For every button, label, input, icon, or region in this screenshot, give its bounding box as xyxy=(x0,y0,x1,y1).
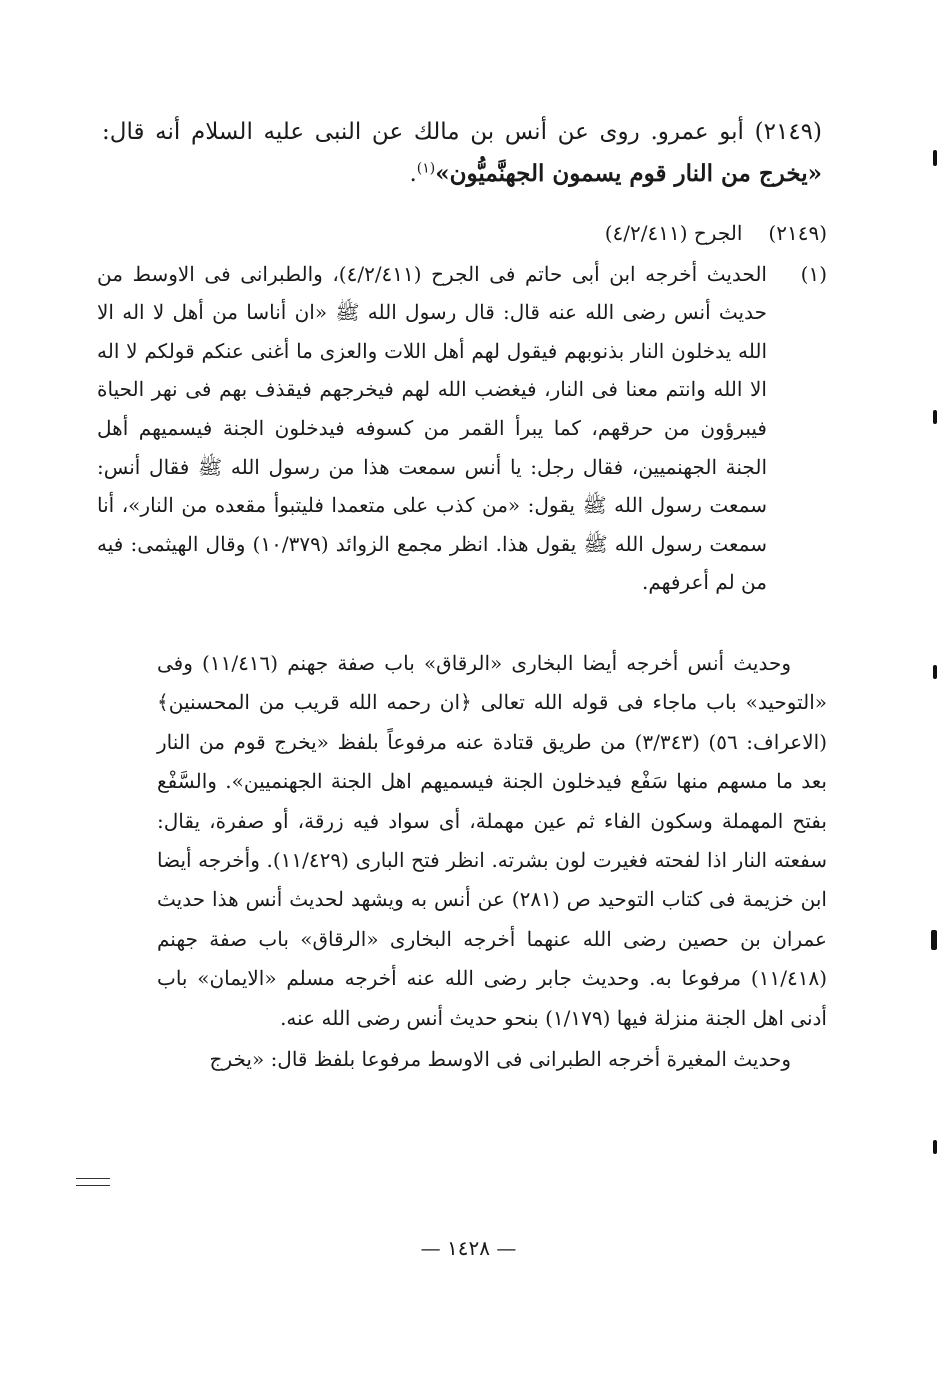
page-number: — ١٤٢٨ — xyxy=(420,1236,517,1260)
footnote-continuation xyxy=(157,644,827,1081)
hadith-quote: «يخرج من النار قوم يسمون الجهنَّميُّون» xyxy=(435,160,822,187)
catchword-underline xyxy=(76,1178,110,1186)
main-entry xyxy=(102,112,822,195)
entry-end: . xyxy=(409,161,417,187)
footnote-reference-line xyxy=(97,214,827,253)
scan-edge-mark xyxy=(933,410,937,424)
footnote-mark[interactable]: (١) xyxy=(416,160,436,177)
scan-edge-mark xyxy=(933,1140,937,1154)
footnotes xyxy=(97,214,827,602)
scan-edge-mark xyxy=(931,930,937,950)
footnote-entry xyxy=(97,255,827,602)
scan-edge-mark xyxy=(933,150,937,166)
footnote-body xyxy=(97,255,767,602)
footnote-paragraph: الحديث أخرجه ابن أبى حاتم فى الجرح (٤/٢/٤١١)، والطبرانى فى الاوسط من حديث أنس رضى الله عنه قال: قال رسول الله ﷺ «ان أناسا من أهل لا اله الا الله يدخلون النار بذنوبهم فيقول لهم أهل اللات والعزى ما أغنى عنكم قولكم لا اله الا الله وانتم معنا فى النار، فيغضب الله لهم فيخرجهم فيقذف بهم فى نهر الحياة فيبرؤون من حرقهم، كما يبرأ القمر من كسوفه فيدخلون الجنة فيسميهم أهل الجنة الجهنميين، فقال رجل: يا أنس سمعت هذا من رسول الله ﷺ فقال أنس: سمعت رسول الله ﷺ يقول: «من كذب على متعمدا فليتبوأ مقعده من النار»، أنا سمعت رسول الله ﷺ يقول هذا. انظر مجمع الزوائد (١٠/٣٧٩) وقال الهيثمى: فيه من لم أعرفهم. xyxy=(97,261,767,595)
footnote-ref-source: الجرح (٤/٢/٤١١) xyxy=(604,221,743,245)
entry-lead: (٢١٤٩) أبو عمرو. روى عن أنس بن مالك عن النبى عليه السلام أنه قال: xyxy=(102,119,823,145)
footnote-ref-number: (٢١٤٩) xyxy=(768,221,827,245)
footnote-paragraph-mughira: وحديث المغيرة أخرجه الطبرانى فى الاوسط مرفوعا بلفظ قال: «يخرج xyxy=(209,1047,791,1072)
footnote-paragraph-anas: وحديث أنس أخرجه أيضا البخارى «الرقاق» باب صفة جهنم (١١/٤١٦) وفى «التوحيد» باب ماجاء فى قوله الله تعالى ﴿ان رحمه الله قريب من المحسنين﴾ (الاعراف: ٥٦) (٣/٣٤٣) من طريق قتادة عنه مرفوعاً بلفظ «يخرج قوم من النار بعد ما مسهم منها سَفْع فيدخلون الجنة فيسميهم اهل الجنة الجهنميين». والسَّفْع بفتح المهملة وسكون الفاء ثم عين مهملة، أى سواد فيه زرقة، أو صفرة، يقال: سفعته النار اذا لفحته فغيرت لون بشرته. انظر فتح البارى (١١/٤٢٩). وأخرجه أيضا ابن خزيمة فى كتاب التوحيد ص (٢٨١) عن أنس به ويشهد لحديث أنس هذا حديث عمران بن حصين رضى الله عنهما أخرجه البخارى «الرقاق» باب صفة جهنم (١١/٤١٨) مرفوعا به. وحديث جابر رضى الله عنه أخرجه مسلم «الايمان» باب أدنى اهل الجنة منزلة فيها (١/١٧٩) بنحو حديث أنس رضى الله عنه. xyxy=(157,651,828,1030)
scan-edge-mark xyxy=(933,665,937,679)
footnote-number: (١) xyxy=(800,261,827,286)
